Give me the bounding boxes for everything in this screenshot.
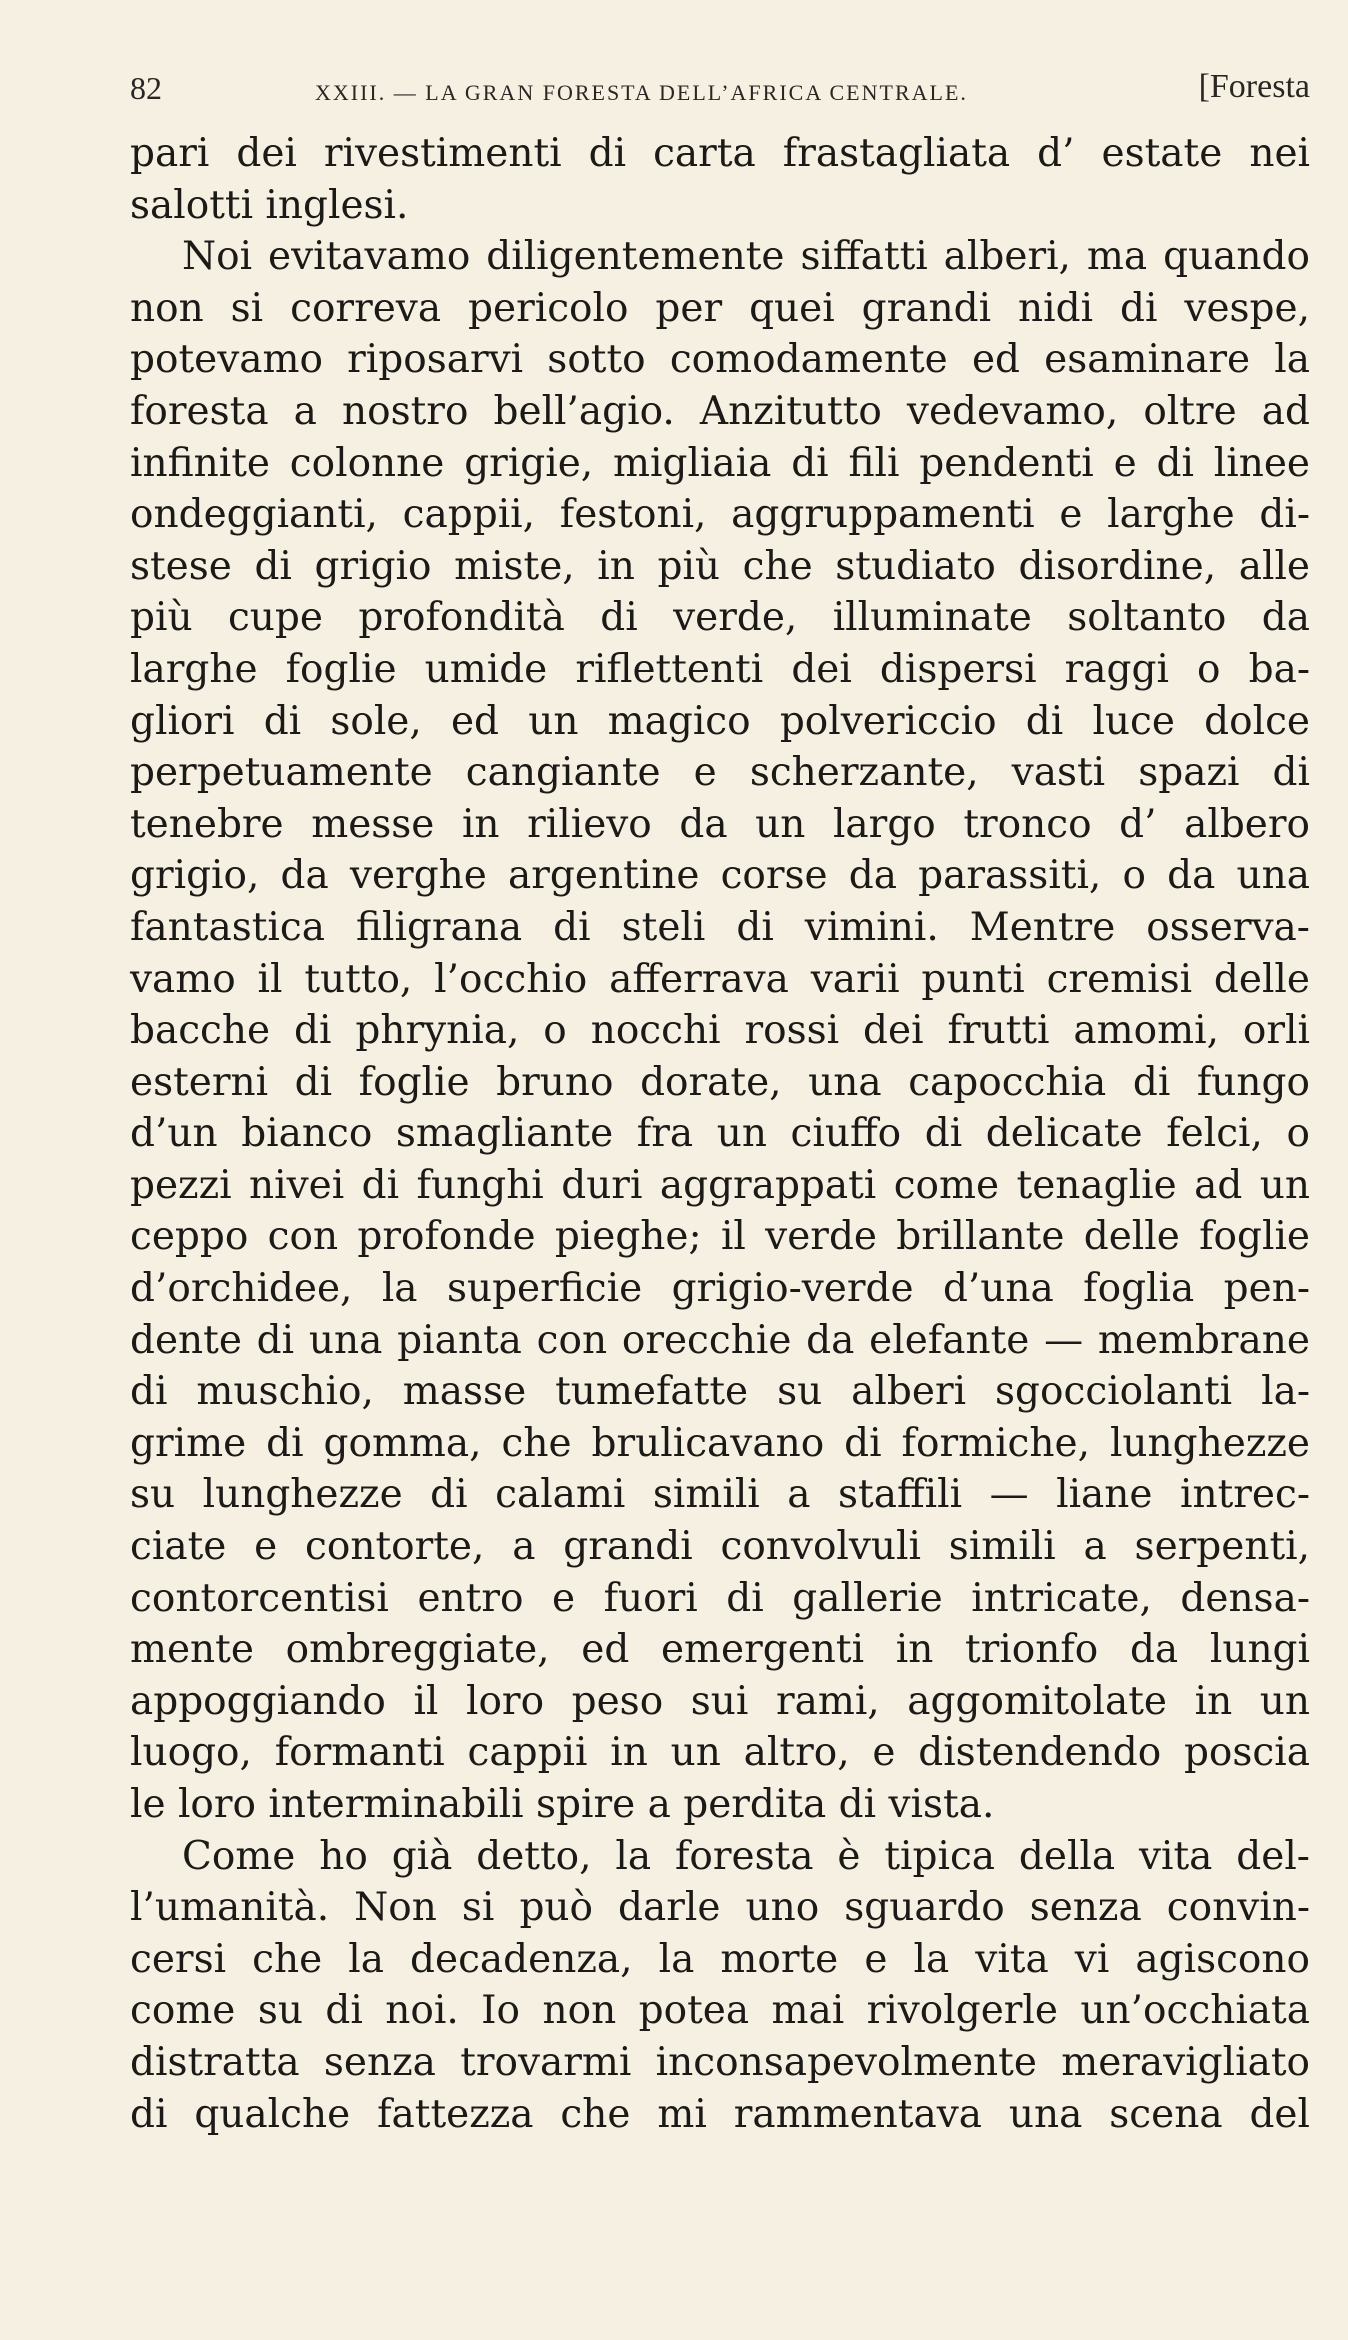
text-line: fantastica filigrana di steli di vimini. Mentre osserva- (130, 904, 1310, 950)
text-line: contorcentisi entro e fuori di gallerie intricate, densa- (130, 1575, 1310, 1621)
text-line: cersi che la decadenza, la morte e la vita vi agiscono (130, 1936, 1310, 1982)
body-text (130, 128, 1310, 2140)
text-line: come su di noi. Io non potea mai rivolgerle un’occhiata (130, 1988, 1310, 2034)
text-line: pari dei rivestimenti di carta frastagliata d’ estate nei (130, 131, 1310, 176)
page-number: 82 (130, 70, 162, 106)
text-line: le loro interminabili spire a perdita di vista. (130, 1782, 995, 1827)
text-line: gliori di sole, ed un magico polvericcio di luce dolce (130, 698, 1310, 744)
text-line: larghe foglie umide riflettenti dei dispersi raggi o ba- (130, 646, 1310, 692)
text-line: perpetuamente cangiante e scherzante, vasti spazi di (130, 750, 1310, 796)
running-title: XXIII. — LA GRAN FORESTA DELL’AFRICA CENTRALE. (315, 80, 968, 105)
text-line: stese di grigio miste, in più che studiato disordine, alle (130, 543, 1310, 589)
text-line: ceppo con profonde pieghe; il verde brillante delle foglie (130, 1214, 1310, 1260)
text-line: grigio, da verghe argentine corse da parassiti, o da una (130, 853, 1310, 899)
text-line: salotti inglesi. (130, 182, 409, 228)
text-line: distratta senza trovarmi inconsapevolmente meravigliato (130, 2039, 1310, 2085)
text-line: d’orchidee, la superficie grigio-verde d’una foglia pen- (130, 1266, 1310, 1312)
text-line: più cupe profondità di verde, illuminate soltanto da (130, 595, 1310, 641)
text-line: ondeggianti, cappii, festoni, aggruppamenti e larghe di- (130, 492, 1310, 538)
text-line: grime di gomma, che brulicavano di formiche, lunghezze (130, 1420, 1310, 1466)
text-line: non si correva pericolo per quei grandi nidi di vespe, (130, 285, 1310, 331)
text-line: d’un bianco smagliante fra un ciuffo di delicate felci, o (130, 1111, 1310, 1157)
text-line: appoggiando il loro peso sui rami, aggomitolate in un (130, 1678, 1310, 1724)
text-line: foresta a nostro bell’agio. Anzitutto vedevamo, oltre ad (130, 388, 1310, 434)
text-line: bacche di phrynia, o nocchi rossi dei frutti amomi, orli (130, 1008, 1310, 1054)
text-line: Noi evitavamo diligentemente siffatti alberi, ma quando (182, 234, 1310, 280)
text-line: infinite colonne grigie, migliaia di fili pendenti e di linee (130, 440, 1310, 486)
text-line: mente ombreggiate, ed emergenti in trionfo da lungi (130, 1627, 1310, 1673)
text-line: tenebre messe in rilievo da un largo tronco d’ albero (130, 801, 1310, 847)
text-line: pezzi nivei di funghi duri aggrappati come tenaglie ad un (130, 1162, 1310, 1208)
text-line: di qualche fattezza che mi rammentava una scena del (130, 2091, 1310, 2137)
text-line: potevamo riposarvi sotto comodamente ed esaminare la (130, 337, 1310, 383)
text-line: vamo il tutto, l’occhio afferrava varii punti cremisi delle (130, 956, 1310, 1002)
text-line: ciate e contorte, a grandi convolvuli simili a serpenti, (130, 1524, 1310, 1570)
page-header (130, 70, 1310, 120)
text-line: Come ho già detto, la foresta è tipica della vita del- (182, 1833, 1310, 1879)
section-marker: [Foresta (1198, 68, 1310, 105)
text-line: dente di una pianta con orecchie da elefante — membrane (130, 1317, 1310, 1363)
text-line: esterni di foglie bruno dorate, una capocchia di fungo (130, 1059, 1310, 1105)
text-line: di muschio, masse tumefatte su alberi sgocciolanti la- (130, 1369, 1310, 1415)
text-line: su lunghezze di calami simili a staffili — liane intrec- (130, 1472, 1310, 1518)
text-line: l’umanità. Non si può darle uno sguardo senza convin- (130, 1885, 1310, 1931)
text-line: luogo, formanti cappii in un altro, e distendendo poscia (130, 1730, 1310, 1776)
